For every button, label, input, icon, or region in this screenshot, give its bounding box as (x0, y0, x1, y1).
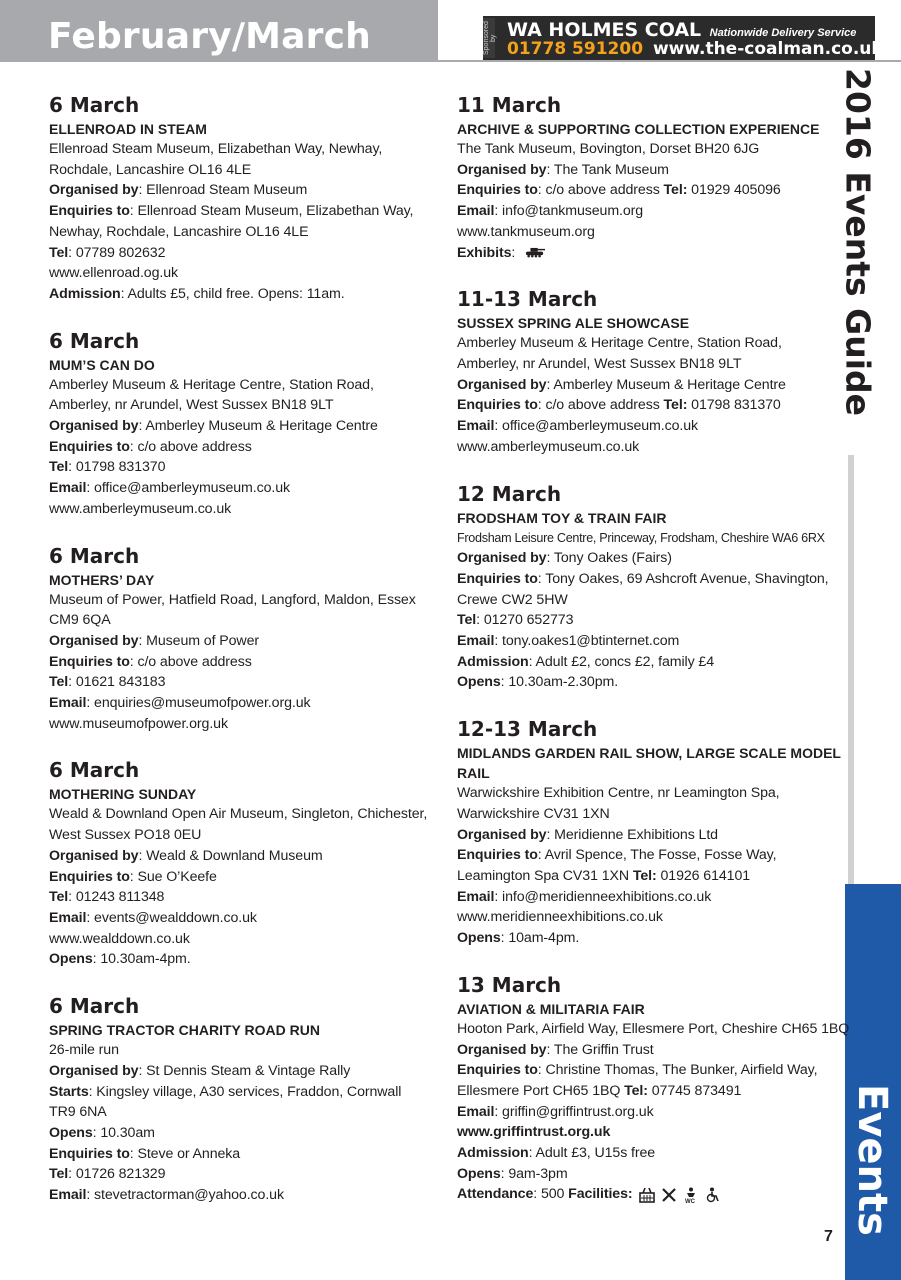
event-detail-line (49, 908, 444, 929)
event-title: MOTHERING SUNDAY (49, 786, 197, 803)
detail-value: : Christine Thomas, The Bunker, Airfield Way, (537, 1062, 818, 1079)
detail-label: Tel: (632, 867, 657, 884)
event-detail-line (457, 354, 842, 375)
event-detail-line (457, 201, 842, 222)
event-date: 6 March (49, 543, 140, 568)
detail-value: 01798 831370 (687, 397, 781, 414)
detail-value: : 10.30am (92, 1124, 155, 1141)
events-column-right (457, 91, 850, 1227)
event-detail-line (49, 631, 444, 652)
detail-label: Email (49, 480, 87, 497)
detail-value: : Adult £2, concs £2, family £4 (528, 653, 715, 670)
event-date: 12-13 March (457, 717, 598, 742)
event-detail-line (49, 1123, 444, 1144)
detail-label: Tel (49, 674, 69, 691)
side-guide-label: 2016 Events Guide (838, 68, 878, 417)
event-detail-line (457, 631, 842, 652)
page-number: 7 (824, 1228, 833, 1245)
event-date: 6 March (49, 758, 140, 783)
detail-value: : Avril Spence, The Fosse, Fosse Way, (537, 847, 777, 864)
detail-value: www.amberleymuseum.co.uk (49, 500, 232, 517)
detail-label: Email (49, 909, 87, 926)
detail-label: Enquiries to (457, 570, 538, 587)
detail-label: Admission (457, 653, 529, 670)
detail-value: Amberley Museum & Heritage Centre, Station Road, (49, 376, 374, 393)
event-detail-line (457, 866, 842, 887)
detail-value: Ellenroad Steam Museum, Elizabethan Way, Newhay, (49, 141, 383, 157)
detail-label: Organised by (457, 550, 547, 567)
event-detail-line (457, 1184, 842, 1205)
detail-value: : 01726 821329 (68, 1166, 166, 1183)
event-detail-line (457, 1060, 842, 1081)
event-listing (457, 971, 850, 1205)
detail-label: Enquiries to (457, 397, 538, 414)
detail-label: Organised by (49, 847, 139, 864)
event-date: 12 March (457, 481, 562, 506)
ad-phone: 01778 591200 (507, 39, 644, 59)
detail-value: : The Griffin Trust (546, 1041, 654, 1058)
detail-value: Frodsham Leisure Centre, Princeway, Frodsham, Cheshire WA6 6RX (457, 530, 825, 545)
event-detail-line (49, 929, 444, 950)
ad-url[interactable]: www.the-coalman.co.uk (652, 39, 883, 59)
detail-label: Opens (457, 1165, 501, 1182)
shop-icon (639, 1187, 655, 1203)
event-detail-line (49, 139, 444, 160)
detail-value: : 10am-4pm. (500, 930, 580, 947)
detail-value: Weald & Downland Open Air Museum, Singleton, Chichester, (49, 806, 428, 823)
detail-value: : c/o above address (129, 653, 252, 670)
detail-label: Tel (49, 889, 69, 906)
event-detail-line (457, 180, 842, 201)
detail-label: Enquiries to (49, 653, 130, 670)
detail-label: Enquiries to (49, 203, 130, 220)
events-column-left (49, 91, 444, 1228)
event-detail-line (49, 652, 444, 673)
event-title: SUSSEX SPRING ALE SHOWCASE (457, 315, 690, 332)
event-detail-line (49, 416, 444, 437)
event-date: 11-13 March (457, 287, 598, 312)
event-detail-line (457, 437, 842, 458)
side-rule (848, 455, 854, 885)
detail-value: www.wealddown.co.uk (49, 930, 190, 947)
event-detail-line (457, 845, 842, 866)
event-detail-line (457, 222, 842, 243)
detail-value: Leamington Spa CV31 1XN (457, 867, 633, 884)
detail-value: Hooton Park, Airfield Way, Ellesmere Port, Cheshire CH65 1BQ (457, 1020, 850, 1037)
detail-value: Amberley, nr Arundel, West Sussex BN18 9LT (457, 356, 742, 373)
detail-value: : Tony Oakes (Fairs) (546, 550, 672, 567)
detail-value: : Meridienne Exhibitions Ltd (546, 826, 718, 843)
event-detail-line (49, 846, 444, 867)
event-date: 6 March (49, 328, 140, 353)
event-detail-line (49, 714, 444, 735)
detail-value: Museum of Power, Hatfield Road, Langford, Maldon, Essex (49, 591, 416, 608)
detail-value: : 10.30am-2.30pm. (500, 674, 619, 691)
event-detail-line (457, 804, 842, 825)
detail-label: Enquiries to (49, 1145, 130, 1162)
event-detail-line (49, 1144, 444, 1165)
disabled-icon (705, 1187, 721, 1203)
event-title: MIDLANDS GARDEN RAIL SHOW, LARGE SCALE MODEL RAIL (457, 745, 841, 782)
event-title: AVIATION & MILITARIA FAIR (457, 1000, 645, 1017)
event-detail-line (49, 284, 444, 305)
detail-label: Tel (49, 1166, 69, 1183)
detail-value: : Adult £3, U15s free (528, 1145, 656, 1162)
detail-value: : stevetractorman@yahoo.co.uk (86, 1187, 284, 1204)
detail-label: Organised by (457, 1041, 547, 1058)
event-detail-line (457, 1081, 842, 1102)
detail-label: Enquiries to (49, 438, 130, 455)
detail-value: : The Tank Museum (546, 161, 669, 178)
event-date: 6 March (49, 93, 140, 117)
event-detail-line (457, 333, 842, 354)
event-listing (457, 480, 842, 694)
coal-advert[interactable] (483, 16, 883, 60)
event-detail-line (457, 243, 842, 264)
detail-label: Enquiries to (49, 868, 130, 885)
event-detail-line (457, 416, 842, 437)
event-title: ARCHIVE & SUPPORTING COLLECTION EXPERIENCE (457, 121, 820, 137)
detail-value: 26-mile run (49, 1042, 119, 1059)
detail-value: : griffin@griffintrust.org.uk (494, 1103, 654, 1120)
event-title: MOTHERS’ DAY (49, 571, 155, 588)
detail-value: : Amberley Museum & Heritage Centre (138, 418, 378, 435)
event-detail-line (49, 590, 444, 611)
detail-value: : Weald & Downland Museum (138, 847, 323, 864)
event-title: FRODSHAM TOY & TRAIN FAIR (457, 509, 667, 526)
detail-label: Opens (49, 951, 93, 968)
detail-value: : 01621 843183 (68, 674, 166, 691)
detail-value: www.tankmuseum.org (457, 223, 595, 240)
detail-label: Admission (457, 1145, 529, 1162)
detail-value: www.meridienneexhibitions.co.uk (457, 909, 663, 926)
detail-label: Tel: (663, 182, 688, 199)
detail-label: Email (457, 888, 495, 905)
detail-value: www.amberleymuseum.co.uk (457, 438, 640, 455)
event-detail-line (457, 1102, 842, 1123)
event-listing (49, 542, 444, 735)
detail-value: www.ellenroad.og.uk (49, 265, 179, 282)
toilet-icon (683, 1187, 699, 1203)
event-detail-line (49, 1061, 444, 1082)
food-icon (661, 1187, 677, 1203)
event-listing (457, 285, 842, 457)
event-detail-line (49, 1040, 444, 1061)
detail-label: Starts (49, 1083, 89, 1100)
detail-label: Enquiries to (457, 847, 538, 864)
event-detail-line (457, 590, 842, 611)
event-detail-line (49, 867, 444, 888)
event-title: MUM’S CAN DO (49, 356, 155, 373)
event-detail-line (457, 139, 842, 160)
detail-label: Email (49, 1187, 87, 1204)
detail-value: : Ellenroad Steam Museum, Elizabethan Way, (129, 203, 414, 220)
ad-sponsor-label: Sponsored by (483, 18, 495, 58)
event-detail-line (457, 375, 842, 396)
detail-label: Attendance (457, 1186, 534, 1203)
detail-label: Opens (457, 674, 501, 691)
detail-value: : c/o above address (537, 182, 664, 199)
event-detail-line (457, 1143, 842, 1164)
event-title: SPRING TRACTOR CHARITY ROAD RUN (49, 1022, 320, 1039)
ad-company: WA HOLMES COAL (507, 19, 702, 41)
detail-label: Organised by (457, 161, 547, 178)
event-detail-line (49, 1102, 444, 1123)
detail-label: Tel (49, 459, 69, 476)
event-detail-line (49, 949, 444, 970)
detail-label: Tel (457, 612, 477, 629)
event-detail-line (49, 1082, 444, 1103)
event-detail-line (49, 437, 444, 458)
event-detail-line (457, 783, 842, 804)
header-rule (438, 60, 901, 62)
detail-value: West Sussex PO18 0EU (49, 827, 202, 844)
detail-label: Email (49, 695, 87, 712)
detail-value: 07745 873491 (647, 1082, 742, 1099)
detail-value: : 01243 811348 (68, 889, 165, 906)
event-detail-line (49, 243, 444, 264)
event-detail-line (49, 672, 444, 693)
events-tab-label: Events (849, 1084, 895, 1236)
event-listing (49, 91, 444, 305)
detail-label: Admission (49, 285, 121, 302)
event-detail-line (457, 928, 842, 949)
detail-label: Tel: (624, 1082, 648, 1099)
detail-value: : Steve or Anneka (129, 1145, 241, 1162)
event-detail-line (49, 804, 444, 825)
detail-value: Newhay, Rochdale, Lancashire OL16 4LE (49, 223, 309, 240)
tank-icon (525, 247, 545, 258)
event-detail-line (457, 528, 842, 549)
detail-value: : 07789 802632 (68, 244, 166, 261)
detail-label: Organised by (49, 632, 139, 649)
detail-value: : enquiries@museumofpower.org.uk (86, 695, 311, 712)
event-detail-line (457, 652, 842, 673)
detail-value: TR9 6NA (49, 1104, 107, 1121)
detail-value: : Amberley Museum & Heritage Centre (546, 376, 786, 393)
event-listing (49, 992, 444, 1206)
page-title: February/March (48, 16, 372, 57)
event-detail-line (49, 263, 444, 284)
detail-value: 01926 614101 (656, 867, 751, 884)
detail-label: Facilities: (568, 1186, 633, 1203)
detail-value: : (511, 244, 520, 261)
detail-value: : c/o above address (129, 438, 252, 455)
detail-value: : c/o above address (537, 397, 664, 414)
event-detail-line (457, 1122, 842, 1143)
event-listing (49, 756, 444, 970)
detail-value: : tony.oakes1@btinternet.com (494, 633, 680, 650)
detail-value: : Ellenroad Steam Museum (138, 182, 308, 199)
detail-value: : 10.30am-4pm. (92, 951, 191, 968)
detail-label: Enquiries to (457, 1062, 538, 1079)
event-detail-line (49, 180, 444, 201)
detail-label: Exhibits (457, 244, 512, 261)
event-title: ELLENROAD IN STEAM (49, 121, 207, 137)
detail-value: : info@tankmuseum.org (494, 203, 644, 220)
events-tab[interactable] (845, 884, 901, 1280)
detail-value: : 01798 831370 (68, 459, 166, 476)
detail-value: : Kingsley village, A30 services, Fraddon, Cornwall (88, 1083, 402, 1100)
event-detail-line (49, 375, 444, 396)
detail-label: www.griffintrust.org.uk (457, 1124, 611, 1141)
event-detail-line (49, 160, 444, 181)
detail-value: : Adults £5, child free. Opens: 11am. (120, 285, 345, 302)
detail-value: : info@meridienneexhibitions.co.uk (494, 888, 712, 905)
detail-value: : 01270 652773 (476, 612, 574, 629)
detail-label: Opens (457, 930, 501, 947)
event-detail-line (457, 1164, 842, 1185)
detail-label: Organised by (457, 376, 547, 393)
facility-icons (639, 1184, 727, 1205)
detail-value: : Sue O’Keefe (129, 868, 217, 885)
event-date: 11 March (457, 93, 562, 117)
detail-label: Organised by (49, 418, 139, 435)
detail-value: : office@amberleymuseum.co.uk (494, 418, 699, 435)
detail-label: Organised by (49, 1062, 139, 1079)
event-detail-line (49, 1185, 444, 1206)
detail-value: Warwickshire Exhibition Centre, nr Leamington Spa, (457, 785, 780, 802)
event-listing (49, 327, 444, 520)
detail-label: Enquiries to (457, 182, 538, 199)
event-detail-line (49, 825, 444, 846)
detail-value: : Museum of Power (138, 632, 259, 649)
detail-value: : 500 (533, 1186, 569, 1203)
event-detail-line (457, 1040, 842, 1061)
detail-value: Amberley Museum & Heritage Centre, Station Road, (457, 335, 782, 352)
event-detail-line (457, 610, 842, 631)
detail-label: Tel: (663, 397, 688, 414)
detail-label: Organised by (49, 182, 139, 199)
detail-value: Rochdale, Lancashire OL16 4LE (49, 161, 252, 178)
event-detail-line (457, 887, 842, 908)
facility-icons (525, 243, 551, 264)
event-detail-line (49, 693, 444, 714)
detail-value: : events@wealddown.co.uk (86, 909, 257, 926)
event-detail-line (49, 499, 444, 520)
detail-value: www.museumofpower.org.uk (49, 715, 228, 732)
event-detail-line (49, 457, 444, 478)
detail-value: : 9am-3pm (500, 1165, 568, 1182)
event-detail-line (457, 569, 842, 590)
detail-value: Warwickshire CV31 1XN (457, 805, 610, 822)
event-detail-line (49, 610, 444, 631)
event-detail-line (457, 1019, 850, 1040)
event-detail-line (457, 548, 842, 569)
detail-value: Amberley, nr Arundel, West Sussex BN18 9LT (49, 397, 334, 414)
detail-label: Opens (49, 1124, 93, 1141)
event-detail-line (49, 201, 444, 222)
detail-label: Email (457, 1103, 495, 1120)
event-listing (457, 715, 842, 949)
event-detail-line (49, 478, 444, 499)
detail-value: : office@amberleymuseum.co.uk (86, 480, 291, 497)
detail-label: Organised by (457, 826, 547, 843)
detail-label: Email (457, 633, 495, 650)
detail-label: Email (457, 203, 495, 220)
event-detail-line (49, 1164, 444, 1185)
event-detail-line (49, 887, 444, 908)
detail-value: Ellesmere Port CH65 1BQ (457, 1082, 625, 1099)
detail-label: Email (457, 418, 495, 435)
event-date: 6 March (49, 994, 140, 1019)
detail-value: : St Dennis Steam & Vintage Rally (138, 1062, 351, 1079)
detail-value: The Tank Museum, Bovington, Dorset BH20 6JG (457, 141, 760, 157)
event-detail-line (457, 672, 842, 693)
detail-label: Tel (49, 244, 69, 261)
event-detail-line (49, 222, 444, 243)
event-detail-line (49, 395, 444, 416)
event-detail-line (457, 160, 842, 181)
detail-value: : Tony Oakes, 69 Ashcroft Avenue, Shavington, (537, 570, 829, 587)
event-detail-line (457, 825, 842, 846)
detail-value: 01929 405096 (687, 182, 781, 199)
ad-tagline: Nationwide Delivery Service (709, 27, 857, 39)
event-date: 13 March (457, 972, 562, 997)
detail-value: CM9 6QA (49, 612, 111, 629)
event-listing (457, 91, 842, 263)
detail-value: Crewe CW2 5HW (457, 591, 568, 608)
event-detail-line (457, 395, 842, 416)
event-detail-line (457, 907, 842, 928)
